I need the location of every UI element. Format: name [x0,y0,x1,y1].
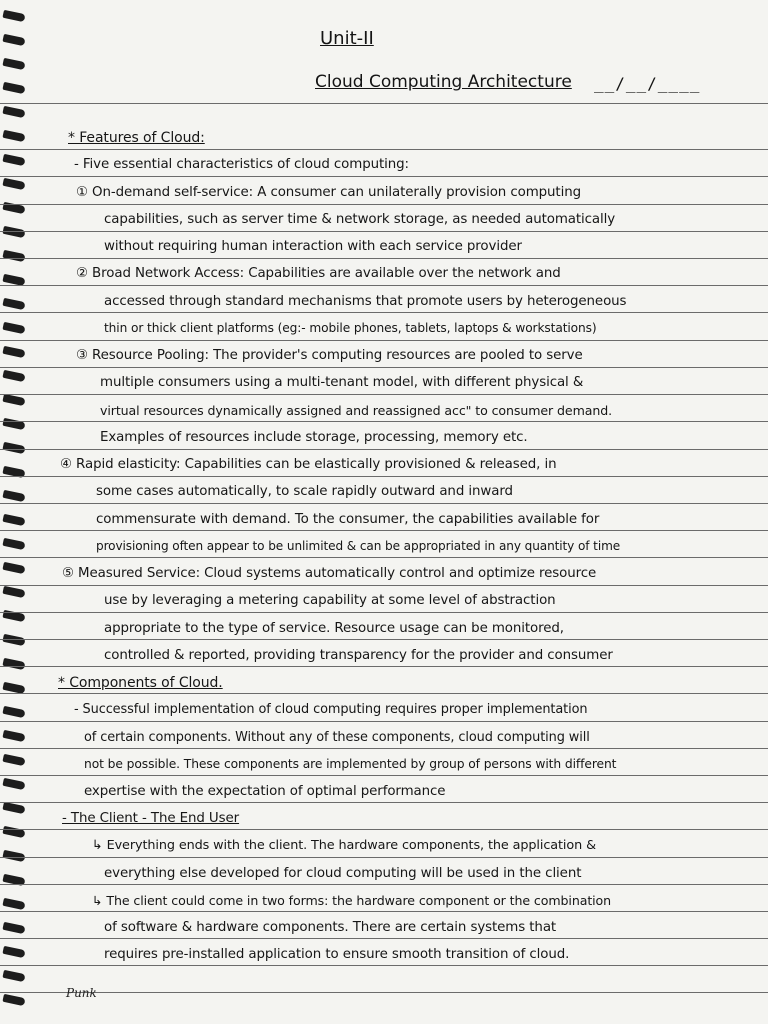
date-field: __/__/____ [594,74,701,93]
note-line: of certain components. Without any of these components, cloud computing will [84,730,590,745]
section-heading-features: * Features of Cloud: [68,130,205,146]
note-line: multiple consumers using a multi-tenant model, with different physical & [100,375,584,390]
footer-signature: Punk [66,986,97,1000]
note-line: ↳ The client could come in two forms: the hardware component or the combination [92,893,612,908]
note-line: expertise with the expectation of optimal performance [84,784,446,799]
note-line: everything else developed for cloud computing will be used in the client [104,866,582,881]
note-line: virtual resources dynamically assigned and reassigned acc" to consumer demand. [100,403,613,418]
unit-heading: Unit-II [320,28,374,49]
note-line: - Successful implementation of cloud computing requires proper implementation [74,702,588,717]
section-heading-components: * Components of Cloud. [58,675,223,691]
note-line: of software & hardware components. There are certain systems that [104,920,557,935]
note-line: commensurate with demand. To the consumer, the capabilities available for [96,512,600,527]
spiral-binding [0,0,30,1024]
note-line: ② Broad Network Access: Capabilities are available over the network and [76,266,561,281]
note-line: ⑤ Measured Service: Cloud systems automatically control and optimize resource [62,566,597,581]
note-line: thin or thick client platforms (eg:- mobile phones, tablets, laptops & workstations) [104,321,597,335]
note-line: not be possible. These components are implemented by group of persons with different [84,757,617,771]
note-line: appropriate to the type of service. Resource usage can be monitored, [104,621,564,636]
note-line: capabilities, such as server time & network storage, as needed automatically [104,212,616,227]
note-line: without requiring human interaction with each service provider [104,239,522,254]
page-title: Cloud Computing Architecture [315,72,572,92]
note-line: Examples of resources include storage, processing, memory etc. [100,430,528,445]
note-line: requires pre-installed application to ensure smooth transition of cloud. [104,947,570,962]
note-line: some cases automatically, to scale rapidly outward and inward [96,484,513,499]
note-line: ↳ Everything ends with the client. The hardware components, the application & [92,838,596,853]
note-line: ③ Resource Pooling: The provider's computing resources are pooled to serve [76,348,583,363]
note-line: accessed through standard mechanisms that promote users by heterogeneous [104,294,627,309]
note-line: controlled & reported, providing transparency for the provider and consumer [104,648,613,663]
note-line: - Five essential characteristics of cloud computing: [74,157,409,172]
note-line: use by leveraging a metering capability at some level of abstraction [104,593,556,608]
note-line: ① On-demand self-service: A consumer can unilaterally provision computing [76,185,581,200]
note-line: ④ Rapid elasticity: Capabilities can be elastically provisioned & released, in [60,457,557,472]
note-line: provisioning often appear to be unlimited & can be appropriated in any quantity of time [96,539,621,553]
subsection-heading-client: - The Client - The End User [62,811,240,826]
